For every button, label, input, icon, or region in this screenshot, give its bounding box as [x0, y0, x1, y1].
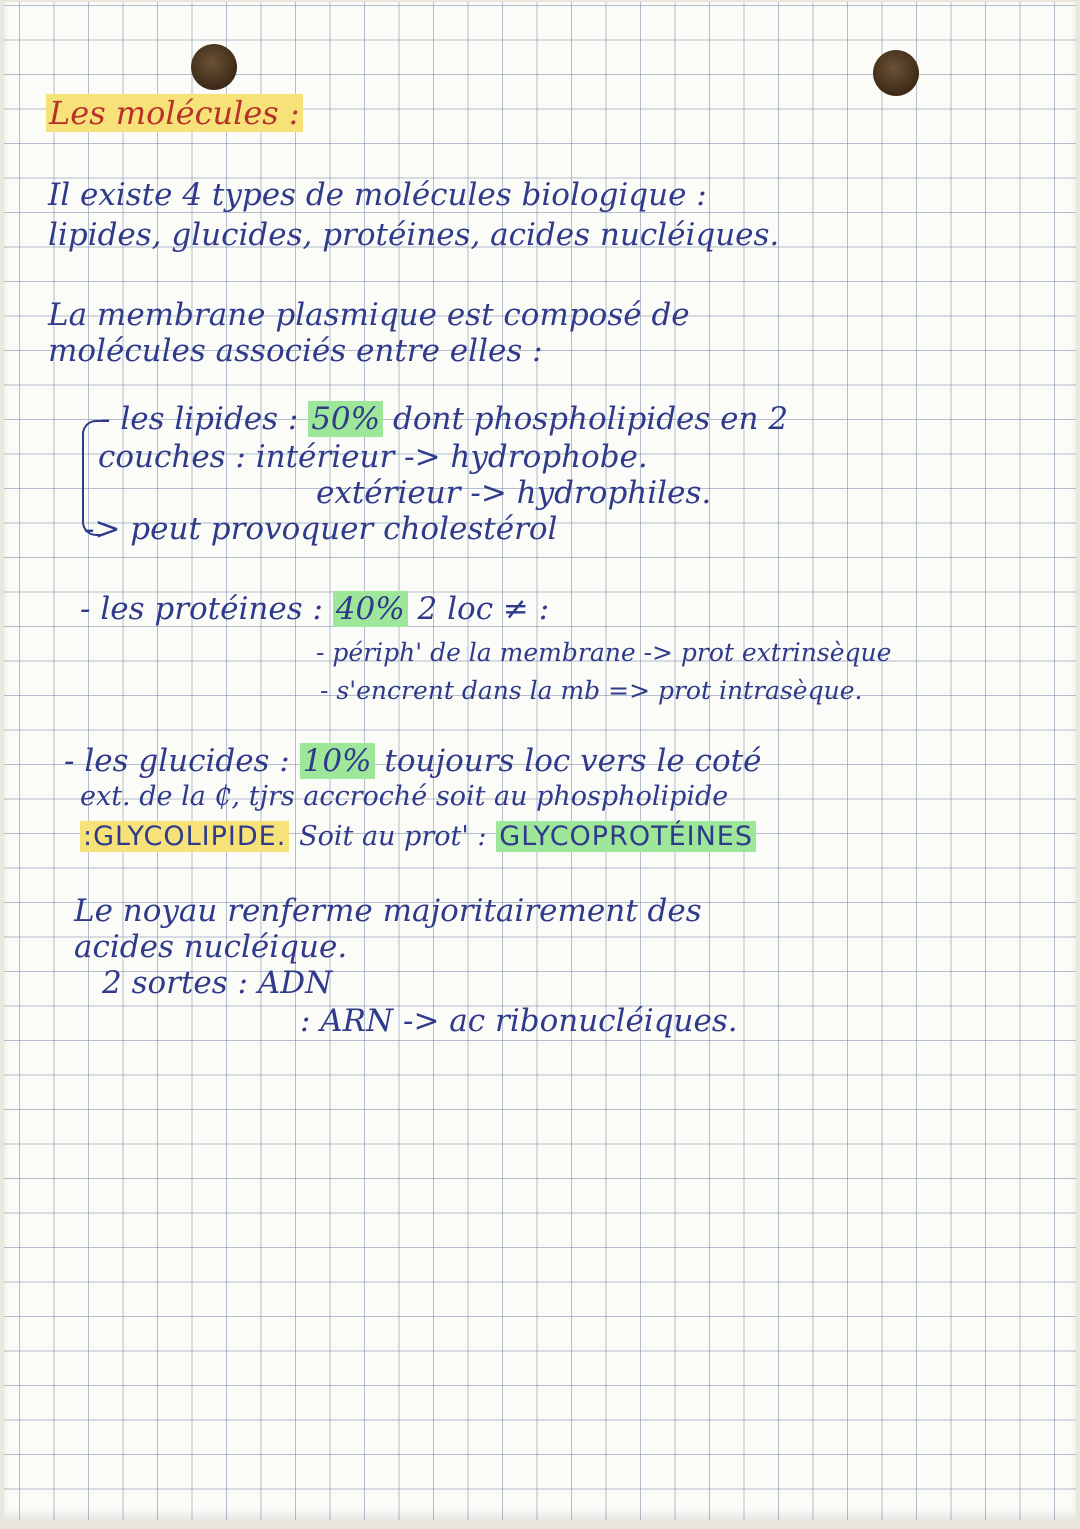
binder-hole-right	[873, 50, 919, 96]
lipides-line-2: couches : intérieur -> hydrophobe.	[98, 439, 648, 475]
membrane-line-1: La membrane plasmique est composé de	[48, 297, 690, 333]
proteines-sub-1: - périph' de la membrane -> prot extrinsèque	[316, 638, 892, 667]
noyau-line-3: 2 sortes : ADN	[102, 965, 333, 1001]
proteines-sub-2: - s'encrent dans la mb => prot intrasèque.	[320, 676, 863, 705]
glycoproteines-label: GLYCOPROTÉINES	[496, 821, 756, 852]
intro-line-1: Il existe 4 types de molécules biologique :	[48, 177, 707, 213]
lipides-line-1	[100, 402, 788, 436]
proteines-lead: - les protéines :	[80, 591, 323, 627]
lipides-line-4: -> peut provoquer cholestérol	[84, 511, 558, 547]
glucides-percent: 10%	[300, 743, 375, 779]
glucides-mid: Soit au prot' :	[299, 821, 487, 852]
proteines-percent: 40%	[333, 591, 408, 627]
lipides-lead: - les lipides :	[100, 401, 299, 437]
glycolipide-label: :GLYCOLIPIDE.	[80, 821, 289, 852]
glucides-rest: toujours loc vers le coté	[384, 743, 762, 779]
lipides-rest: dont phospholipides en 2	[392, 401, 789, 437]
glucides-line-2: ext. de la ₵, tjrs accroché soit au phospholipide	[80, 781, 729, 812]
membrane-line-2: molécules associés entre elles :	[48, 333, 543, 369]
glucides-lead: - les glucides :	[64, 743, 290, 779]
lipides-percent: 50%	[308, 401, 383, 437]
page-title	[46, 96, 303, 130]
proteines-line-1	[80, 592, 549, 626]
title-text: Les molécules :	[46, 94, 303, 132]
proteines-rest: 2 loc ≠ :	[417, 591, 550, 627]
noyau-line-4: : ARN -> ac ribonucléiques.	[300, 1003, 738, 1039]
glucides-line-3	[80, 818, 756, 854]
noyau-line-1: Le noyau renferme majoritairement des	[74, 893, 702, 929]
lipides-line-3: extérieur -> hydrophiles.	[316, 475, 712, 511]
glucides-line-1	[64, 744, 761, 778]
intro-line-2: lipides, glucides, protéines, acides nucléiques.	[48, 217, 780, 253]
binder-hole-left	[191, 44, 237, 90]
noyau-line-2: acides nucléique.	[74, 929, 348, 965]
notebook-page	[4, 2, 1076, 1520]
